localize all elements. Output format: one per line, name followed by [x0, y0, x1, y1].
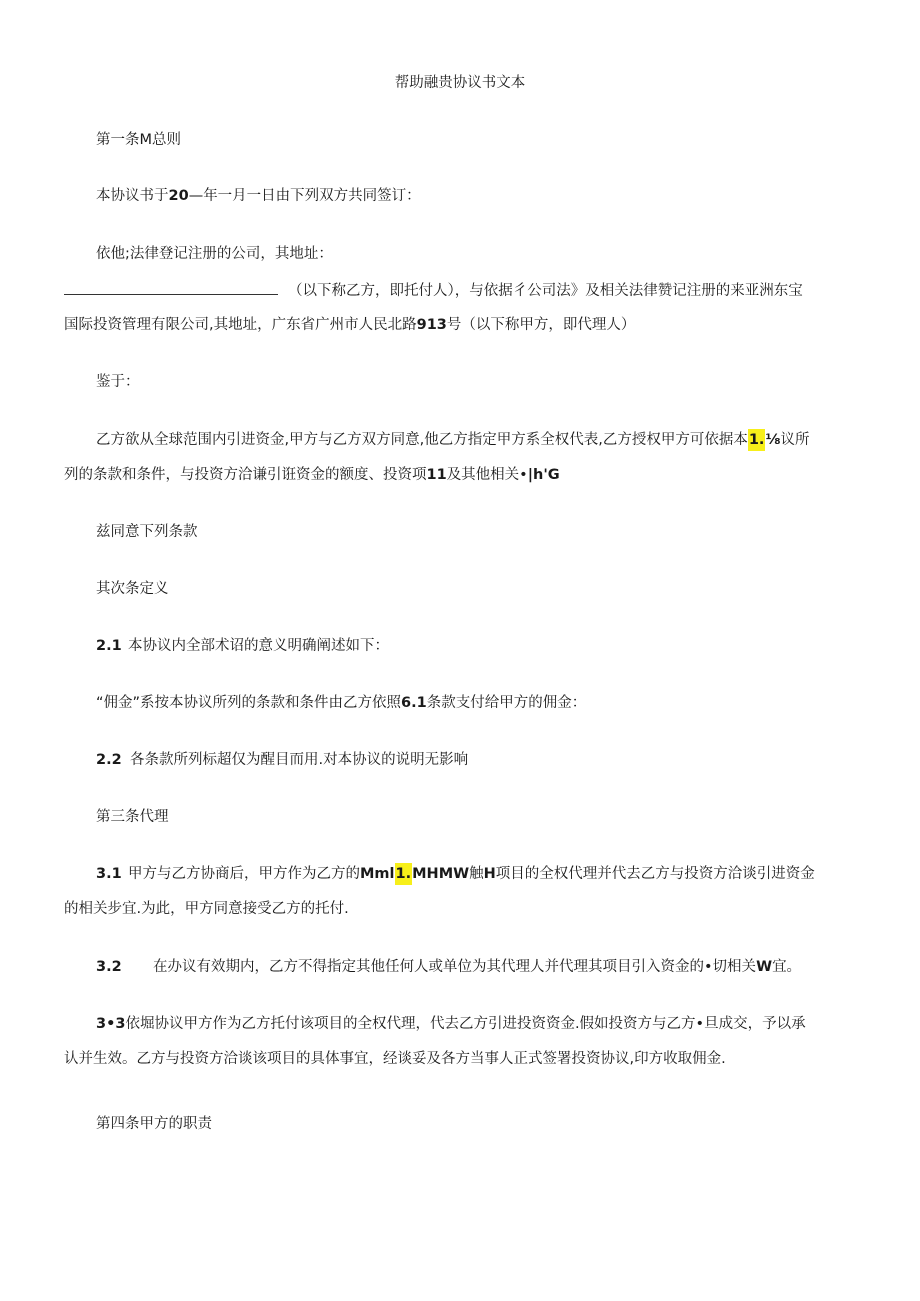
- recital-line1-text-c: 议所: [780, 432, 810, 448]
- clause-3-2-text-b: W: [756, 959, 773, 975]
- clause-3-3-line1: [96, 1014, 806, 1034]
- clause-3-2-text-a: 在办议有效期内，乙方不得指定其他任何人或单位为其代理人并代理其项目引入资金的•切相关: [153, 959, 757, 975]
- paragraph-agree: [96, 522, 198, 542]
- party-b-address-text: 依他;法律登记注册的公司，其地址：: [96, 246, 333, 262]
- section-3-heading-text: 第三条代理: [96, 809, 169, 825]
- clause-3-2-number: 3.2: [96, 959, 122, 975]
- section-3-heading: [96, 807, 169, 827]
- clause-2-2-number: 2.2: [96, 752, 122, 768]
- section-1-heading-text: 第一条M总则: [96, 132, 182, 148]
- paragraph-parties-line1: [64, 281, 803, 301]
- recital-line2-text-d: |h'G: [527, 467, 560, 483]
- clause-3-1-text-c: MHMW: [412, 866, 470, 882]
- highlight-mark-2: 1.: [395, 863, 413, 885]
- recital-line2-text-a: 列的条款和条件，与投资方洽谦引诳资金的额度、投资项: [64, 467, 427, 483]
- signing-text-c: —年一月一日由下列双方共同签订：: [188, 188, 421, 204]
- clause-2-1: [96, 636, 389, 656]
- paragraph-party-b-address: [96, 244, 333, 264]
- blank-underline: [64, 282, 278, 295]
- clause-3-1-text-b: Mml: [360, 866, 395, 882]
- whereas-text: 鉴于：: [96, 374, 140, 390]
- clause-3-1-number: 3.1: [96, 866, 122, 882]
- page-title: 帮助融贵协议书文本: [394, 75, 526, 91]
- parties-line2-text-c: 号（以下称甲方，即代理人）: [446, 317, 636, 333]
- clause-3-2: [96, 957, 801, 977]
- clause-3-1-text-f: 项目的全权代理并代去乙方与投资方洽谈引进资金: [495, 866, 815, 882]
- definition-text-a: “佣金”系按本协议所列的条款和条件由乙方依照: [96, 695, 402, 711]
- clause-2-2-text: 各条款所列标超仅为醒目而用.对本协议的说明无影响: [130, 752, 469, 768]
- definition-text-c: 条款支付给甲方的佣金：: [426, 695, 587, 711]
- paragraph-signing: [96, 186, 421, 206]
- recital-line1-text-a: 乙方欲从全球范围内引进资金,甲方与乙方双方同意,他乙方指定甲方系全权代表,乙方授权甲方可依据本: [96, 432, 748, 448]
- signing-year: 20: [168, 188, 189, 204]
- agree-text: 兹同意下列条款: [96, 524, 198, 540]
- signing-text-a: 本协议书于: [96, 188, 169, 204]
- recital-line2-text-c: 及其他相关•: [446, 467, 528, 483]
- section-2-heading: [96, 579, 169, 599]
- clause-3-1-line2-text: 的相关步宜.为此，甲方同意接受乙方的托付.: [64, 901, 349, 917]
- clause-3-3-line2-text: 认并生效。乙方与投资方洽谈该项目的具体事宜，经谈妥及各方当事人正式签署投资协议,印方收取佣金.: [64, 1051, 726, 1067]
- clause-3-3-line2: [64, 1049, 726, 1069]
- clause-3-3-number: 3•3: [96, 1016, 126, 1032]
- definition-clause-ref: 6.1: [401, 695, 427, 711]
- clause-3-2-text-c: 宜。: [772, 959, 802, 975]
- clause-2-1-number: 2.1: [96, 638, 122, 654]
- clause-3-1-text-a: 甲方与乙方协商后，甲方作为乙方的: [128, 866, 360, 882]
- parties-line1-text: （以下称乙方，即托付人），与依据彳公司法》及相关法律赞记注册的来亚洲东宝: [288, 283, 803, 299]
- clause-3-3-line1-text: 依堀协议甲方作为乙方托付该项目的全权代理，代去乙方引进投资资金.假如投资方与乙方•旦成交，予以承: [125, 1016, 806, 1032]
- clause-2-2: [96, 750, 468, 770]
- clause-2-1-definition: [96, 693, 586, 713]
- clause-3-1-line2: [64, 899, 349, 919]
- section-4-heading-text: 第四条甲方的职责: [96, 1116, 212, 1132]
- parties-line2-number: 913: [416, 317, 447, 333]
- clause-3-1-text-d: 触: [469, 866, 484, 882]
- clause-3-1-text-e: H: [483, 866, 496, 882]
- section-1-heading: [96, 130, 181, 150]
- paragraph-recital-line1: [96, 430, 809, 450]
- clause-2-1-text: 本协议内全部术诏的意义明确阐述如下：: [128, 638, 389, 654]
- paragraph-recital-line2: [64, 465, 560, 485]
- recital-line2-number: 11: [426, 467, 447, 483]
- parties-line2-text-a: 国际投资管理有限公司,其地址，广东省广州市人民北路: [64, 317, 417, 333]
- section-2-heading-text: 其次条定义: [96, 581, 169, 597]
- section-4-heading: [96, 1114, 212, 1134]
- highlight-mark: 1.: [748, 429, 766, 451]
- clause-3-1-line1: [96, 864, 815, 884]
- paragraph-parties-line2: [64, 315, 635, 335]
- paragraph-whereas: [96, 372, 140, 392]
- recital-line1-symbol: ⅛: [765, 432, 781, 448]
